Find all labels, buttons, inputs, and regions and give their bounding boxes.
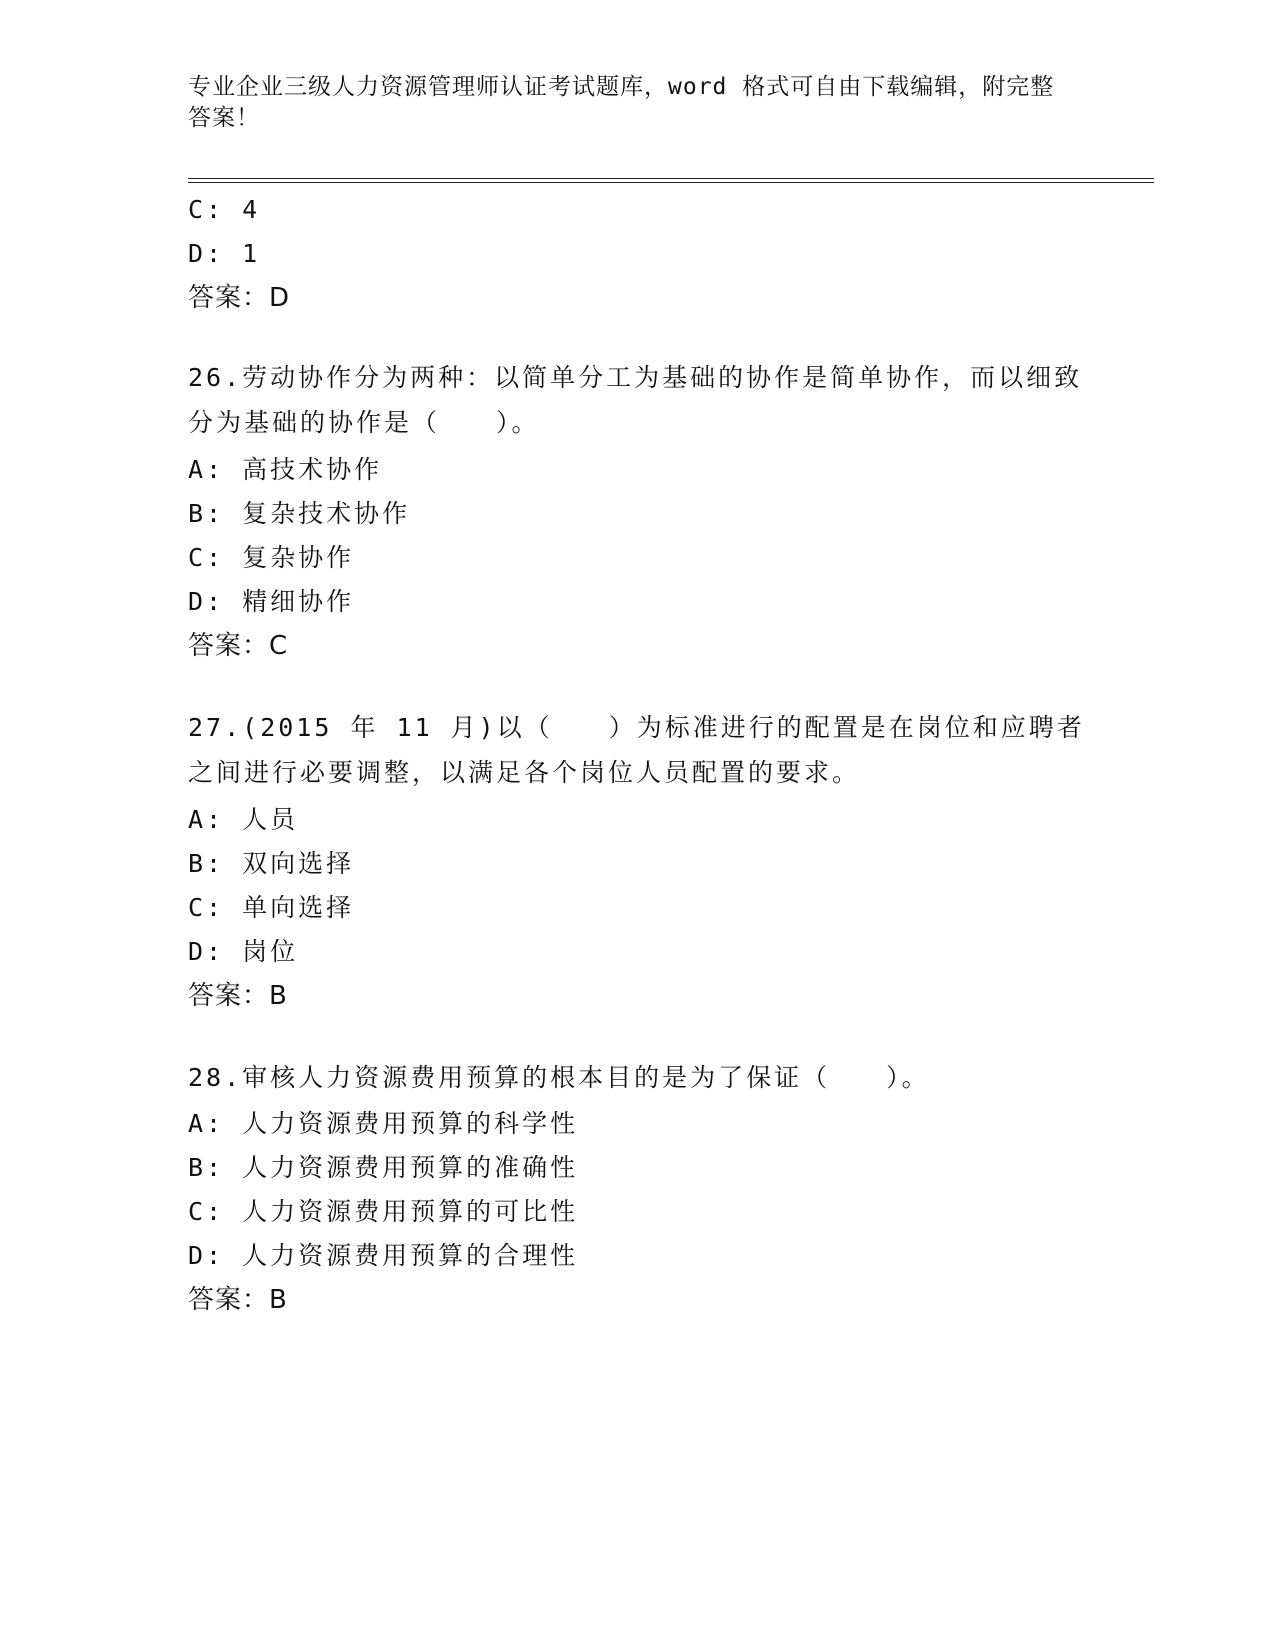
option-c: C: 复杂协作 <box>188 543 355 572</box>
header-divider <box>188 178 1154 179</box>
option-d: D: 精细协作 <box>188 587 355 616</box>
option-d: D: 1 <box>188 239 261 268</box>
option-c: C: 单向选择 <box>188 893 355 922</box>
answer-line: 答案：D <box>188 283 291 313</box>
question-title: 27.(2015 年 11 月)以（ ）为标准进行的配置是在岗位和应聘者之间进行必要调整，以满足各个岗位人员配置的要求。 <box>188 713 1085 787</box>
option-c: C: 人力资源费用预算的可比性 <box>188 1197 579 1226</box>
option-a: A: 高技术协作 <box>188 455 383 484</box>
answer-line: 答案：B <box>188 981 288 1011</box>
option-a: A: 人力资源费用预算的科学性 <box>188 1109 579 1138</box>
option-a: A: 人员 <box>188 805 299 834</box>
option-b: B: 复杂技术协作 <box>188 499 411 528</box>
question-title: 28.审核人力资源费用预算的根本目的是为了保证（ ）。 <box>188 1063 930 1092</box>
option-d: D: 人力资源费用预算的合理性 <box>188 1241 579 1270</box>
option-b: B: 人力资源费用预算的准确性 <box>188 1153 579 1182</box>
header-divider-secondary <box>188 182 1154 183</box>
option-d: D: 岗位 <box>188 937 299 966</box>
option-b: B: 双向选择 <box>188 849 355 878</box>
page-header: 专业企业三级人力资源管理师认证考试题库，word 格式可自由下载编辑，附完整答案！ <box>188 74 1055 131</box>
answer-line: 答案：B <box>188 1285 288 1315</box>
answer-line: 答案：C <box>188 631 289 661</box>
option-c: C: 4 <box>188 195 261 224</box>
question-title: 26.劳动协作分为两种：以简单分工为基础的协作是简单协作，而以细致分为基础的协作是（ ）。 <box>188 363 1083 437</box>
